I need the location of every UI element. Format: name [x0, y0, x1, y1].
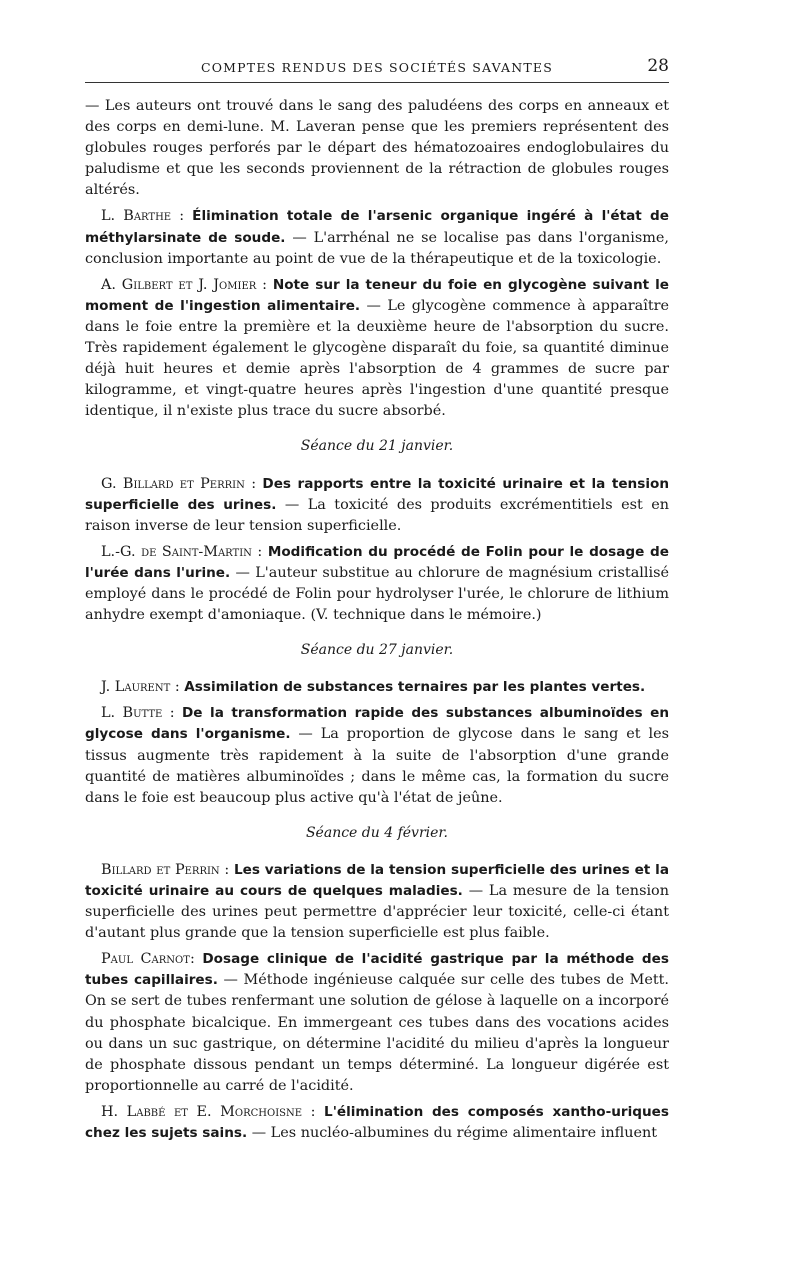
paragraph: J. Laurent : Assimilation de substances ternaires par les plantes vertes.	[101, 679, 646, 696]
author-name: L. Barthe	[101, 208, 172, 225]
paragraph: Paul Carnot: Dosage clinique de l'acidité gastrique par la méthode des tubes capillaires. — Méthode ingénieuse calquée sur celle des tubes de Mett. On se sert de tubes renfermant une solution de gélose à laquelle on a incorporé du phosphate bicalcique. En immergeant ces tubes dans des vocations acides ou dans un suc gastrique, on détermine l'acidité du milieu d'après la longueur de phosphate dissous pendant un temps déterminé. La longueur digérée est proportionnelle au carré de l'acidité.	[85, 951, 669, 1094]
paragraph: L.-G. de Saint-Martin : Modification du procédé de Folin pour le dosage de l'urée dans l'urine. — L'auteur substitue au chlorure de magnésium cristallisé employé dans le procédé de Folin pour hydrolyser l'urée, le chlorure de lithium anhydre exempt d'amoniaque. (V. technique dans le mémoire.)	[85, 543, 669, 624]
session-heading: Séance du 21 janvier.	[300, 438, 454, 455]
paragraph: A. Gilbert et J. Jomier : Note sur la teneur du foie en glycogène suivant le moment de l'ingestion alimentaire. — Le glycogène commence à apparaître dans le foie entre la première et la deuxième heure de l'absorption du sucre. Très rapidement également le glycogène disparaît du foie, sa quantité diminue déjà huit heures et demie après l'absorption de 4 grammes de sucre par kilogramme, et vingt-quatre heures après l'ingestion d'une quantité presque identique, il n'existe plus trace du sucre absorbé.	[85, 276, 670, 420]
article-title: L'élimination des composés xantho-uriques chez les sujets sains.	[85, 1103, 669, 1142]
body-text	[85, 96, 669, 1149]
session-heading: Séance du 4 février.	[305, 824, 449, 841]
paragraph: L. Butte : De la transformation rapide des substances albuminoïdes en glycose dans l'organisme. — La proportion de glycose dans le sang et les tissus augmente très rapidement à la suite de l'absorption d'une grande quantité de matières albuminoïdes ; dans le même cas, la formation du sucre dans le foie est beaucoup plus active qu'à l'état de jeûne.	[85, 705, 669, 806]
article-title: Dosage clinique de l'acidité gastrique par la méthode des tubes capillaires.	[85, 951, 669, 989]
paragraph	[85, 96, 669, 201]
author-name: Paul Carnot	[101, 951, 190, 968]
author-name: A. Gilbert et J. Jomier	[101, 276, 257, 293]
paragraph-text: — Les auteurs ont trouvé dans le sang des paludéens des corps en anneaux et des corps en demi-lune. M. Laveran pense que les premiers représentent des globules rouges perforés par le départ des hématozoaires endoglobulaires du paludisme et que les seconds proviennent de la rétraction de globules rouges altérés.	[85, 98, 669, 199]
author-name: Billard et Perrin	[101, 861, 220, 878]
article-title: Les variations de la tension superficielle des urines et la toxicité urinaire au cours de quelques maladies.	[85, 861, 669, 899]
author-name: L.-G. de Saint-Martin	[101, 543, 252, 560]
paragraph-text: — La mesure de la tension superficielle des urines peut permettre d'apprécier leur toxicité, celle-ci étant d'autant plus grande que la tension superficielle est plus faible.	[85, 883, 669, 942]
article-title: Note sur la teneur du foie en glycogène suivant le moment de l'ingestion alimentaire.	[85, 276, 669, 314]
paragraph: G. Billard et Perrin : Des rapports entre la toxicité urinaire et la tension superficielle des urines. — La toxicité des produits excrémentitiels est en raison inverse de leur tension superficielle.	[85, 475, 669, 534]
paragraph: L. Barthe : Élimination totale de l'arsenic organique ingéré à l'état de méthylarsinate de soude. — L'arrhénal ne se localise pas dans l'organisme, conclusion importante au point de vue de la thérapeutique et de la toxicologie.	[85, 208, 670, 267]
paragraph-text: — L'auteur substitue au chlorure de magnésium cristallisé employé dans le procédé de Folin pour hydrolyser l'urée, le chlorure de lithium anhydre exempt d'amoniaque. (V. technique dans le mémoire.)	[85, 564, 669, 624]
author-name: J. Laurent	[101, 679, 171, 696]
article-title: Assimilation de substances ternaires par les plantes vertes.	[184, 679, 646, 696]
article-title: De la transformation rapide des substances albuminoïdes en glycose dans l'organisme.	[85, 705, 669, 743]
running-title: COMPTES RENDUS DES SOCIÉTÉS SAVANTES	[200, 60, 554, 75]
paragraph-text: — Les nucléo-albumines du régime alimentaire influent	[251, 1125, 658, 1142]
author-name: H. Labbé et E. Morchoisne	[101, 1103, 303, 1120]
author-name: L. Butte	[101, 705, 163, 722]
page-header	[85, 56, 669, 83]
article-title: Des rapports entre la toxicité urinaire et la tension superficielle des urines.	[85, 475, 669, 513]
paragraph-text: — Méthode ingénieuse calquée sur celle des tubes de Mett. On se sert de tubes renfermant une solution de gélose à laquelle on a incorporé du phosphate bicalcique. En immergeant ces tubes dans des vocations acides ou dans un suc gastrique, on détermine l'acidité du milieu d'après la longueur de phosphate dissous pendant un temps déterminé. La longueur digérée est proportionnelle au carré de l'acidité.	[85, 972, 669, 1094]
paragraph: Billard et Perrin : Les variations de la tension superficielle des urines et la toxicité urinaire au cours de quelques maladies. — La mesure de la tension superficielle des urines peut permettre d'apprécier leur toxicité, celle-ci étant d'autant plus grande que la tension superficielle est plus faible.	[85, 861, 669, 942]
article-title: Modification du procédé de Folin pour le dosage de l'urée dans l'urine.	[85, 543, 669, 581]
paragraph-text: — La proportion de glycose dans le sang et les tissus augmente très rapidement à la suite de l'absorption d'une grande quantité de matières albuminoïdes ; dans le même cas, la formation du sucre dans le foie est beaucoup plus active qu'à l'état de jeûne.	[85, 726, 669, 806]
session-heading: Séance du 27 janvier.	[300, 642, 454, 659]
page-number: 28	[647, 56, 669, 76]
paragraph-text: — Le glycogène commence à apparaître dans le foie entre la première et la deuxième heure de l'absorption du sucre. Très rapidement également le glycogène disparaît du foie, sa quantité diminue déjà huit heures et demie après l'absorption de 4 grammes de sucre par kilogramme, et vingt-quatre heures après l'ingestion d'une quantité presque identique, il n'existe plus trace du sucre absorbé.	[85, 297, 670, 420]
paragraph-text: — La toxicité des produits excrémentitiels est en raison inverse de leur tension superficielle.	[85, 496, 669, 534]
paragraph-text: — L'arrhénal ne se localise pas dans l'organisme, conclusion importante au point de vue de la thérapeutique et de la toxicologie.	[85, 229, 670, 267]
article-title: Élimination totale de l'arsenic organique ingéré à l'état de méthylarsinate de soude.	[85, 208, 670, 246]
author-name: G. Billard et Perrin	[101, 475, 245, 492]
paragraph: H. Labbé et E. Morchoisne : L'élimination des composés xantho-uriques chez les sujets sains. — Les nucléo-albumines du régime alimentaire influent	[85, 1103, 669, 1142]
